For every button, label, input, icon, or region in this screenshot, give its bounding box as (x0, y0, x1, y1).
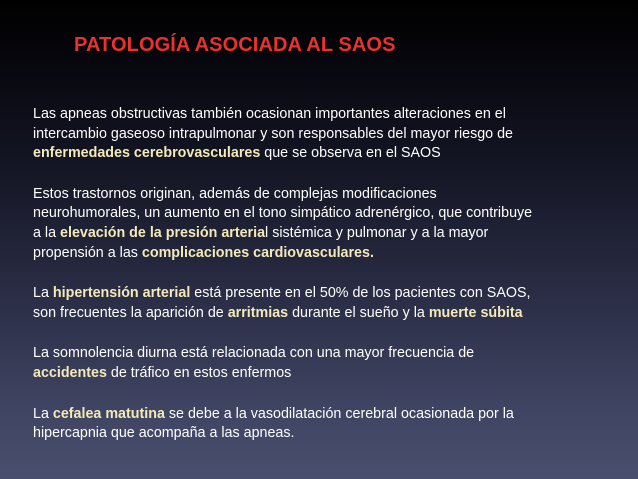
text-line (33, 185, 613, 205)
text-line (33, 284, 613, 304)
body-text: intercambio gaseoso intrapulmonar y son responsables del mayor riesgo de (33, 125, 513, 142)
body-text: está presente en el 50% de los pacientes con SAOS, (190, 285, 531, 302)
body-text: son frecuentes la aparición de (33, 304, 228, 321)
text-line (33, 144, 613, 164)
body-text: La (33, 285, 53, 302)
emphasis-text: cefalea matutina (52, 405, 165, 422)
text-line (33, 125, 613, 145)
emphasis-text: elevación de la presión arteria (60, 224, 266, 241)
emphasis-text: arritmias (227, 304, 289, 321)
text-line (33, 224, 613, 244)
emphasis-text: enfermedades cerebrovasculares (33, 145, 261, 162)
body-text: Las apneas obstructivas también ocasionan importantes alteraciones en el (33, 106, 506, 122)
emphasis-text: hipertensión arterial (52, 285, 191, 302)
body-text: l sistémica y pulmonar y a la mayor (265, 224, 489, 241)
body-text: La somnolencia diurna está relacionada con una mayor frecuencia de (33, 345, 475, 362)
body-text: que se observa en el SAOS (260, 145, 441, 162)
slide-title: PATOLOGÍA ASOCIADA AL SAOS (74, 34, 396, 56)
paragraph (33, 185, 613, 263)
text-line (33, 364, 613, 384)
text-line (33, 304, 613, 324)
paragraph (33, 105, 613, 164)
emphasis-text: accidentes (33, 364, 107, 381)
paragraph (33, 405, 613, 444)
emphasis-text: complicaciones cardiovasculares. (141, 244, 374, 261)
body-text: durante el sueño y la (288, 304, 429, 321)
emphasis-text: muerte súbita (428, 304, 523, 321)
body-text: hipercapnia que acompaña a las apneas. (33, 425, 295, 442)
body-text: propensión a las (33, 244, 142, 261)
paragraph (33, 344, 613, 383)
text-line (33, 405, 613, 425)
text-line (33, 244, 613, 264)
body-text: se debe a la vasodilatación cerebral ocasionada por la (164, 405, 514, 422)
body-text: de tráfico en estos enfermos (106, 364, 292, 381)
body-text: neurohumorales, un aumento en el tono simpático adrenérgico, que contribuye (33, 205, 533, 222)
text-line (33, 344, 613, 364)
paragraph (33, 284, 613, 323)
text-line (33, 424, 613, 444)
body-text: Estos trastornos originan, además de complejas modificaciones (33, 185, 437, 202)
slide-body (33, 105, 613, 444)
text-line (33, 204, 613, 224)
body-text: a la (33, 224, 61, 241)
text-line (33, 105, 613, 125)
body-text: La (33, 405, 53, 422)
